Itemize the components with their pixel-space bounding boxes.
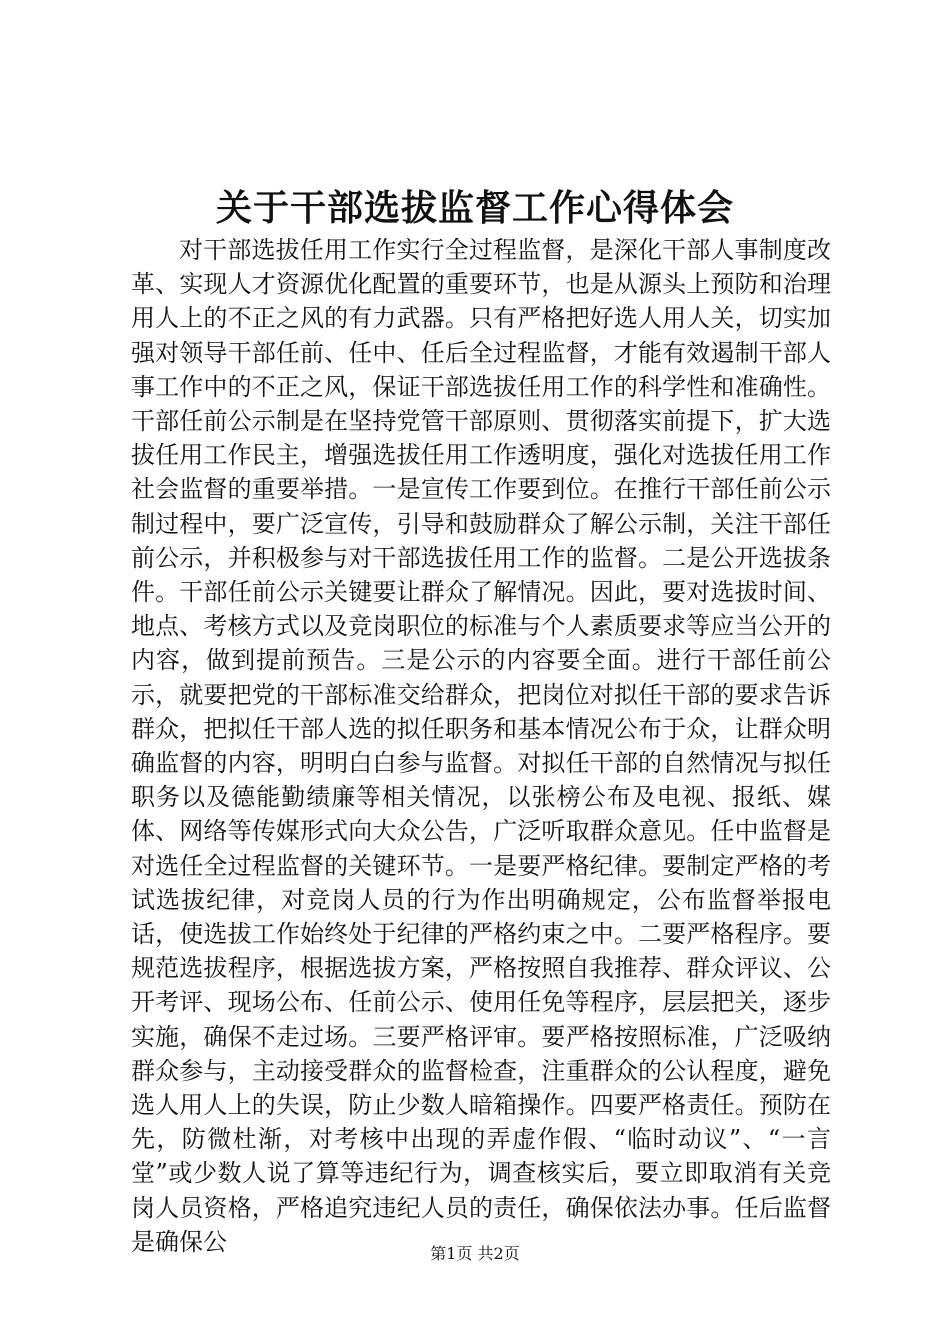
page-number-footer: 第1页 共2页 [430,1244,520,1263]
document-title: 关于干部选拔监督工作心得体会 [215,187,734,229]
document-body-paragraph: 对干部选拔任用工作实行全过程监督，是深化干部人事制度改革、实现人才资源优化配置的重要环节，也是从源头上预防和治理用人上的不正之风的有力武器。只有严格把好选人用人关，切实加强对领导干部任前、任中、任后全过程监督，才能有效遏制干部人事工作中的不正之风，保证干部选拔任用工作的科学性和准确性。干部任前公示制是在坚持党管干部原则、贯彻落实前提下，扩大选拔任用工作民主，增强选拔任用工作透明度，强化对选拔任用工作社会监督的重要举措。一是宣传工作要到位。在推行干部任前公示制过程中，要广泛宣传，引导和鼓励群众了解公示制，关注干部任前公示，并积极参与对干部选拔任用工作的监督。二是公开选拔条件。干部任前公示关键要让群众了解情况。因此，要对选拔时间、地点、考核方式以及竞岗职位的标准与个人素质要求等应当公开的内容，做到提前预告。三是公示的内容要全面。进行干部任前公示，就要把党的干部标准交给群众，把岗位对拟任干部的要求告诉群众，把拟任干部人选的拟任职务和基本情况公布于众，让群众明确监督的内容，明明白白参与监督。对拟任干部的自然情况与拟任职务以及德能勤绩廉等相关情况，以张榜公布及电视、报纸、媒体、网络等传媒形式向大众公告，广泛听取群众意见。任中监督是对选任全过程监督的关键环节。一是要严格纪律。要制定严格的考试选拔纪律，对竞岗人员的行为作出明确规定，公布监督举报电话，使选拔工作始终处于纪律的严格约束之中。二要严格程序。要规范选拔程序，根据选拔方案，严格按照自我推荐、群众评议、公开考评、现场公布、任前公示、使用任免等程序，层层把关，逐步实施，确保不走过场。三要严格评审。要严格按照标准，广泛吸纳群众参与，主动接受群众的监督检查，注重群众的公认程度，避免选人用人上的失误，防止少数人暗箱操作。四要严格责任。预防在先，防微杜渐，对考核中出现的弄虚作假、“临时动议”、“一言堂”或少数人说了算等违纪行为，调查核实后，要立即取消有关竞岗人员资格，严格追究违纪人员的责任，确保依法办事。任后监督是确保公 [131,236,831,1256]
